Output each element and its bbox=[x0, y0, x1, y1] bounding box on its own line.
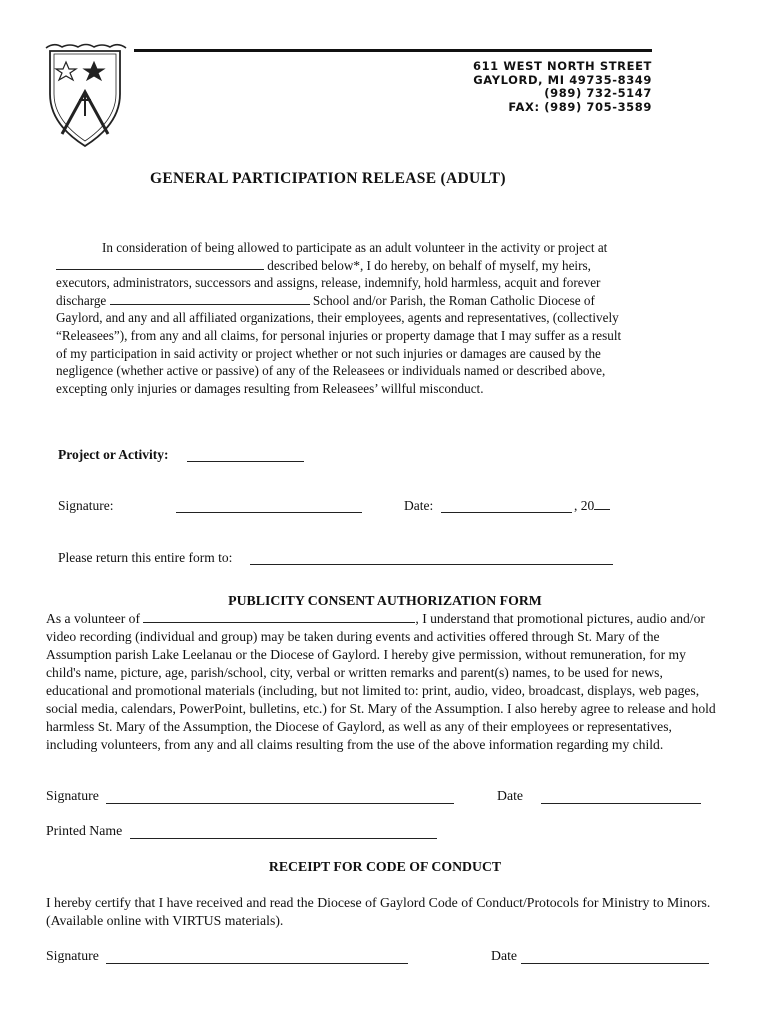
receipt-signature-field[interactable] bbox=[106, 963, 408, 964]
phone-number: (989) 732-5147 bbox=[544, 86, 652, 100]
publicity-date-field[interactable] bbox=[541, 803, 701, 804]
release-text-3: School and/or Parish, the Roman Catholic Diocese of Gaylord, and any and all affiliated organizations, their employees, agents and representatives, (collectively “Releasees”), from any and all claims, for personal injuries or property damage that I may suffer as a result of my participation in said activity or project whether or not such injuries or damages are caused by the negligence (whether active or passive) of any of the Releasees or individuals named or described above, excepting only injuries or damages resulting from Releasees’ willful misconduct. bbox=[56, 292, 622, 396]
publicity-signature-label: Signature bbox=[46, 788, 99, 803]
project-activity-field[interactable] bbox=[187, 461, 304, 462]
release-text-1: In consideration of being allowed to participate as an adult volunteer in the activity or project at bbox=[102, 240, 608, 255]
return-address-field[interactable] bbox=[250, 564, 613, 565]
address-street: 611 WEST NORTH STREET bbox=[472, 59, 652, 73]
year-prefix: , 20 bbox=[574, 498, 595, 513]
receipt-paragraph bbox=[46, 894, 736, 930]
project-location-field[interactable] bbox=[56, 269, 264, 270]
project-activity-label: Project or Activity: bbox=[58, 447, 169, 462]
release-date-field[interactable] bbox=[441, 512, 572, 513]
discharge-school-field[interactable] bbox=[110, 304, 310, 305]
release-paragraph bbox=[56, 239, 626, 397]
release-signature-label: Signature: bbox=[58, 498, 114, 513]
receipt-date-label: Date bbox=[491, 948, 518, 963]
diocese-crest-icon bbox=[40, 42, 130, 152]
release-signature-field[interactable] bbox=[176, 512, 362, 513]
release-text-2: described below*, I do hereby, on behalf of myself, my heirs, executors, administrators, successors and assigns, release, indemnify, hold harmless, acquit and forever discharge bbox=[56, 257, 601, 308]
release-title: GENERAL PARTICIPATION RELEASE (ADULT) bbox=[150, 170, 506, 187]
publicity-text-1: As a volunteer of bbox=[46, 611, 140, 626]
publicity-date-label: Date bbox=[497, 788, 524, 803]
header-rule bbox=[134, 49, 652, 52]
address-city: GAYLORD, MI 49735-8349 bbox=[473, 73, 652, 87]
receipt-signature-label: Signature bbox=[46, 948, 99, 963]
publicity-signature-field[interactable] bbox=[106, 803, 454, 804]
return-form-label: Please return this entire form to: bbox=[58, 550, 233, 565]
printed-name-label: Printed Name bbox=[46, 823, 123, 838]
publicity-paragraph bbox=[46, 610, 722, 754]
printed-name-field[interactable] bbox=[130, 838, 437, 839]
receipt-text: I hereby certify that I have received and read the Diocese of Gaylord Code of Conduct/Protocols for Ministry to Minors. (Available online with VIRTUS materials). bbox=[46, 895, 711, 928]
volunteer-of-field[interactable] bbox=[143, 622, 415, 623]
release-year-field[interactable] bbox=[594, 509, 610, 510]
publicity-text-2: , I understand that promotional pictures, audio and/or video recording (individual and group) may be taken during events and activities offered through St. Mary of the Assumption parish Lake Leelanau or the Diocese of Gaylord. I hereby give permission, without remuneration, for my child's name, picture, age, parish/school, city, verbal or written remarks and parent(s) names, to be used for news, educational and promotional materials (including, but not limited to: print, audio, video, broadcast, displays, web pages, social media, calendars, PowerPoint, bulletins, etc.) for St. Mary of the Assumption. I also hereby agree to release and hold harmless St. Mary of the Assumption, the Diocese of Gaylord, as well as any of their employees or representatives, including volunteers, from any and all claims resulting from the use of the above information regarding my child. bbox=[46, 611, 716, 752]
fax-number: FAX: (989) 705-3589 bbox=[508, 100, 652, 114]
release-year-label bbox=[574, 498, 610, 514]
publicity-title: PUBLICITY CONSENT AUTHORIZATION FORM bbox=[228, 593, 542, 608]
receipt-date-field[interactable] bbox=[521, 963, 709, 964]
receipt-title: RECEIPT FOR CODE OF CONDUCT bbox=[268, 859, 502, 874]
release-date-label: Date: bbox=[404, 498, 434, 513]
